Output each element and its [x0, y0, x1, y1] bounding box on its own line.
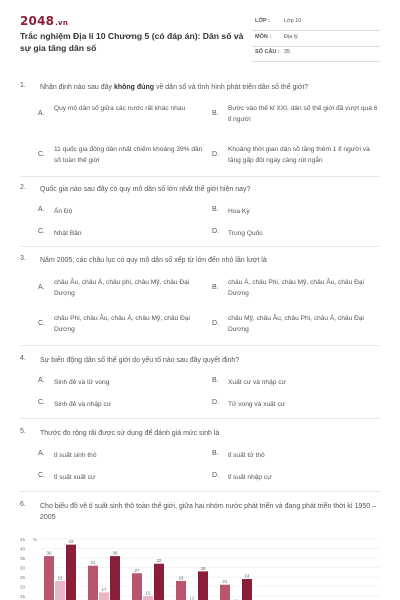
- birth-rate-chart: [20, 532, 380, 600]
- bar: [66, 545, 76, 600]
- y-tick-label: 30: [20, 565, 26, 571]
- divider: [20, 491, 380, 492]
- y-tick-label: 15: [20, 594, 26, 600]
- bar: [242, 579, 252, 600]
- bar-value-label: 36: [112, 550, 118, 556]
- bar: [44, 556, 54, 600]
- meta-class: LỚP : Lớp 10: [252, 16, 380, 31]
- header: [0, 0, 400, 68]
- bar-value-label: 27: [134, 567, 140, 573]
- bar-value-label: 21: [222, 579, 228, 585]
- bar-value-label: 31: [90, 560, 96, 566]
- bar-value-label: 32: [156, 558, 162, 564]
- y-tick-label: 45: [20, 536, 26, 542]
- divider: [20, 176, 380, 177]
- document-page: 2048.vn Trắc nghiệm Địa lí 10 Chương 5 (có đáp án): Dân số và sự gia tăng dân số LỚP : Lớp 10 MÔN : Địa lý SỐ CÂU : 35 1. Nhận định nào sau đây không đúng về dân số và tình hình phát triển dân số thế giới? A. Quy mô dân số giữa các nước rất khác nhau B. Bước vào thế kỉ XXI, dân số thế giới đã vượt quá 6 tỉ người C. 11 quốc gia đông dân nhất chiếm khoảng 39% dân số toàn thế giới D. Khoảng thời gian dân số tăng thêm 1 tỉ người và tăng gấp đôi ngày càng rút ngắn 2. Quốc gia nào sau đây có quy mô dân số lớn nhất thế giới hiện nay? A. Ấn Độ B. Hoa Kỳ C. Nhật Bản D. Trung Quốc 3. Năm 2005, các châu lục có quy mô dân số xếp từ lớn đến nhỏ lần lượt là A. châu Âu, châu Á, châu phi, châu Mỹ, châu Đại Dương B. châu Á, châu Phi, châu Mỹ, châu Âu, châu Đại Dương C. châu Phi, châu Âu, châu Á, châu Mỹ, châu Đại Dương D. châu Mỹ, châu Âu, châu Phi, châu Á, châu Đại Dương 4. Sự biến động dân số thế giới do yếu tố nào sau đây quyết định? A. Sinh đẻ và tử vong B. Xuất cư và nhập cư C. Sinh đẻ và nhập cư D. Tử vong và xuất cư 5. Thước đo rộng rãi được sử dụng để đánh giá mức sinh là A. tỉ suất sinh thô B. tỉ suất tử thô C. tỉ suất xuất cư D. tỉ suất nhập cư 6. Cho biểu đồ về tỉ suất sinh thô toàn thế giới, giữa hai nhóm nước phát triển và đang phát triển thời kì 1950 – 2005 45 40 35 30 25 20 15 % 36 23 42 31 17 36 27 15 32 23 12 28 21 24: [0, 0, 400, 600]
- y-tick-label: 25: [20, 575, 26, 581]
- bar: [132, 573, 142, 600]
- unit-label: %: [33, 536, 38, 542]
- meta-question-count: SỐ CÂU : 35: [252, 47, 380, 62]
- divider: [20, 246, 380, 247]
- bar: [220, 585, 230, 600]
- bar-value-label: 28: [200, 565, 206, 571]
- page-title: Trắc nghiệm Địa lí 10 Chương 5 (có đáp án): Dân số và sự gia tăng dân số: [20, 31, 244, 53]
- bar-value-label: 17: [101, 586, 107, 592]
- bar-value-label: 24: [244, 573, 250, 579]
- bar-value-label: 42: [68, 539, 74, 545]
- bar: [88, 566, 98, 600]
- bar: [143, 596, 153, 600]
- y-tick-label: 35: [20, 556, 26, 561]
- y-tick-label: 40: [20, 546, 26, 552]
- meta-subject: MÔN : Địa lý: [252, 32, 380, 47]
- bar: [55, 581, 65, 600]
- divider: [20, 345, 380, 346]
- question-1-text: Nhận định nào sau đây không đúng về dân số và tình hình phát triển dân số thế giới?: [40, 84, 309, 91]
- bar-value-label: 36: [46, 550, 52, 556]
- bar: [99, 592, 109, 600]
- divider: [20, 418, 380, 419]
- bar-value-label: 23: [57, 575, 63, 581]
- bar: [198, 571, 208, 600]
- bar: [176, 581, 186, 600]
- bar-value-label: 15: [145, 590, 151, 596]
- bar-value-label: 23: [178, 575, 184, 581]
- bar: [110, 556, 120, 600]
- bar-value-label: 12: [189, 596, 195, 600]
- y-tick-label: 20: [20, 584, 26, 590]
- site-logo[interactable]: 2048.vn: [20, 14, 69, 28]
- bar: [154, 564, 164, 600]
